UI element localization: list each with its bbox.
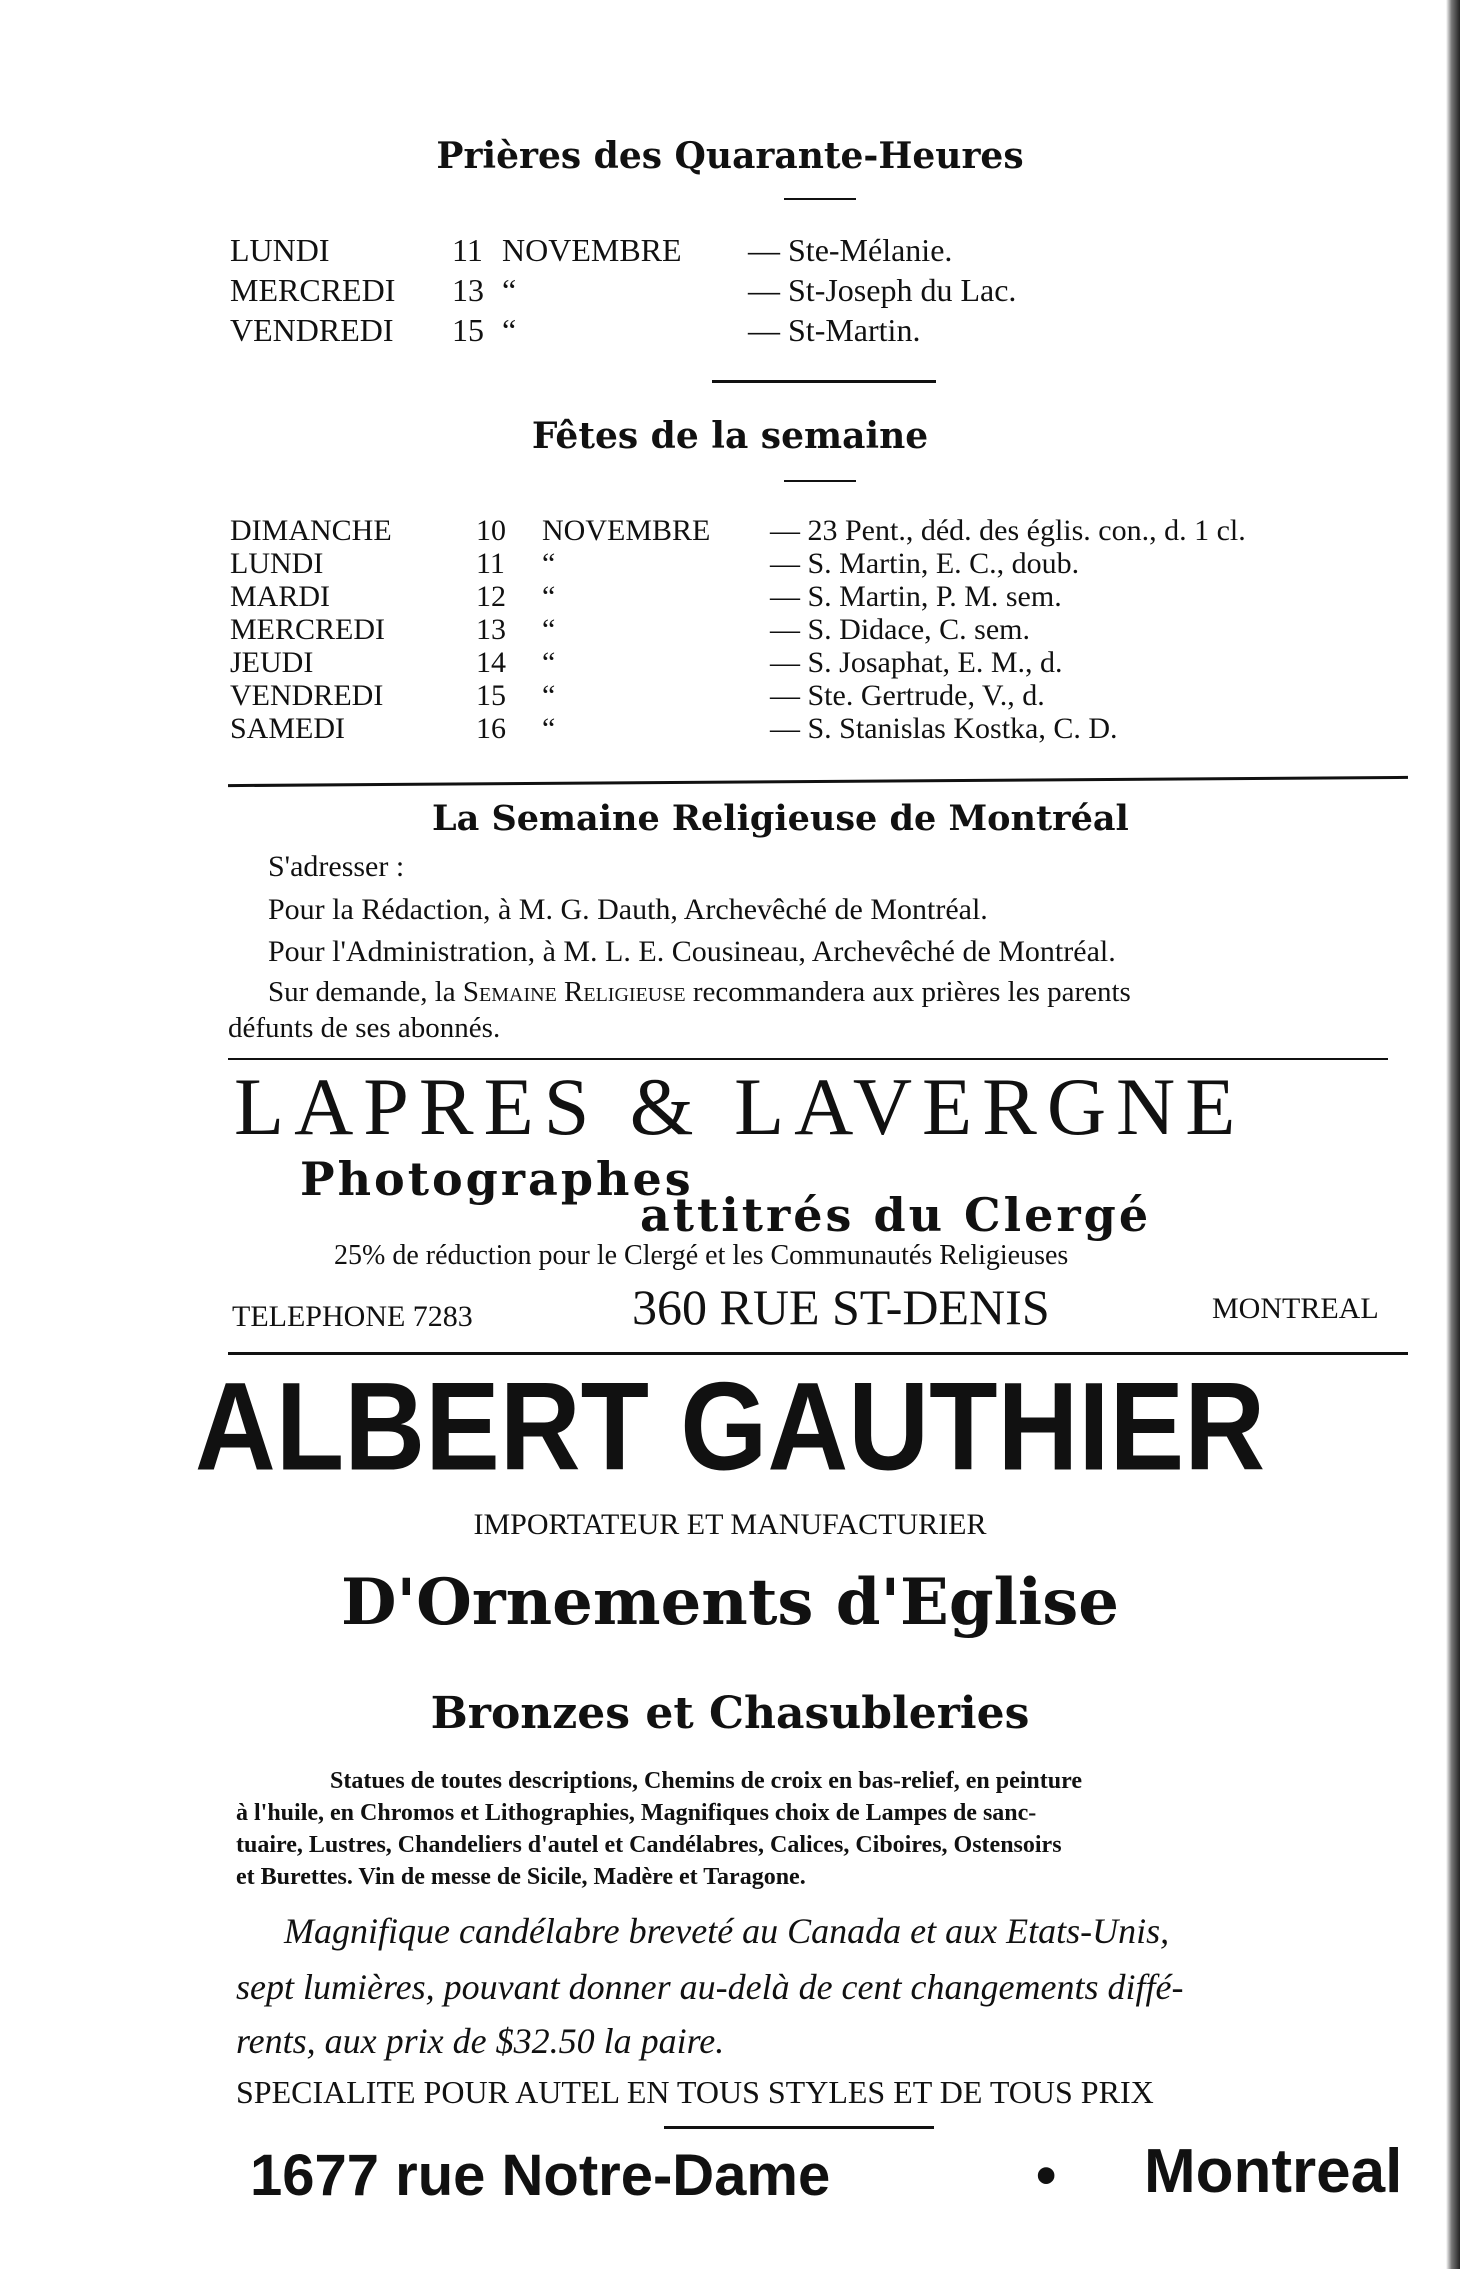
divider bbox=[784, 480, 856, 482]
quarante_heures-month-cell: NOVEMBRE bbox=[502, 232, 682, 268]
fetes-feast-cell: — S. Martin, P. M. sem. bbox=[770, 580, 1062, 613]
fetes-num-cell: 10 bbox=[476, 514, 506, 547]
fetes-num-cell: 13 bbox=[476, 613, 506, 646]
lapres-discount: 25% de réduction pour le Clergé et les Communautés Religieuses bbox=[334, 1240, 1069, 1271]
divider bbox=[228, 776, 1408, 787]
fetes-month-cell: “ bbox=[542, 646, 556, 679]
lapres-address: 360 RUE ST-DENIS bbox=[632, 1279, 1050, 1335]
scan-edge bbox=[1446, 0, 1460, 2269]
fetes-day-cell: MERCREDI bbox=[230, 613, 386, 646]
gauthier-bullet: • bbox=[1036, 2143, 1057, 2208]
fetes-feast-cell: — S. Didace, C. sem. bbox=[770, 613, 1030, 646]
gauthier-desc: à l'huile, en Chromos et Lithographies, Magnifiques choix de Lampes de sanc- bbox=[236, 1800, 1037, 1826]
quarante_heures-num-cell: 13 bbox=[452, 272, 484, 308]
gauthier-role: IMPORTATEUR ET MANUFACTURIER bbox=[473, 1508, 987, 1541]
lapres-name: LAPRES & LAVERGNE bbox=[234, 1061, 1246, 1152]
fetes-feast-cell: — S. Josaphat, E. M., d. bbox=[770, 646, 1063, 679]
gauthier-italic: sept lumières, pouvant donner au-delà de cent changements diffé- bbox=[236, 1967, 1184, 2007]
quarante_heures-num-cell: 15 bbox=[452, 312, 484, 348]
quarante_heures-month-cell: “ bbox=[502, 272, 517, 308]
fetes-day-cell: JEUDI bbox=[230, 646, 314, 679]
fetes-feast-cell: — 23 Pent., déd. des églis. con., d. 1 cl. bbox=[770, 514, 1246, 547]
semaine-line: Pour l'Administration, à M. L. E. Cousineau, Archevêché de Montréal. bbox=[268, 935, 1116, 968]
quarante_heures-day-cell: VENDREDI bbox=[230, 312, 394, 348]
lapres-telephone: TELEPHONE 7283 bbox=[232, 1300, 473, 1333]
fetes-month-cell: “ bbox=[542, 580, 556, 613]
divider bbox=[712, 380, 936, 383]
gauthier-desc: Statues de toutes descriptions, Chemins de croix en bas-relief, en peinture bbox=[330, 1768, 1082, 1794]
quarante_heures-day-cell: LUNDI bbox=[230, 232, 330, 268]
fetes-num-cell: 12 bbox=[476, 580, 506, 613]
fetes-day-cell: VENDREDI bbox=[230, 679, 384, 712]
fetes-title: Fêtes de la semaine bbox=[531, 415, 929, 457]
gauthier-ornements: D'Ornements d'Eglise bbox=[341, 1565, 1119, 1640]
gauthier-bronzes: Bronzes et Chasubleries bbox=[430, 1688, 1030, 1739]
lapres-clerge: attitrés du Clergé bbox=[640, 1188, 1152, 1242]
quarante_heures-place-cell: — St-Martin. bbox=[748, 312, 921, 348]
gauthier-italic: Magnifique candélabre breveté au Canada et aux Etats-Unis, bbox=[284, 1911, 1170, 1951]
fetes-day-cell: SAMEDI bbox=[230, 712, 346, 745]
quarante_heures-month-cell: “ bbox=[502, 312, 517, 348]
semaine-line: défunts de ses abonnés. bbox=[228, 1012, 501, 1044]
fetes-num-cell: 14 bbox=[476, 646, 506, 679]
semaine-line: Pour la Rédaction, à M. G. Dauth, Archevêché de Montréal. bbox=[268, 893, 988, 926]
gauthier-desc: et Burettes. Vin de messe de Sicile, Madère et Taragone. bbox=[236, 1864, 806, 1890]
fetes-feast-cell: — Ste. Gertrude, V., d. bbox=[770, 679, 1045, 712]
semaine-title: La Semaine Religieuse de Montréal bbox=[432, 798, 1129, 839]
quarante_heures-num-cell: 11 bbox=[452, 232, 483, 268]
gauthier-address: 1677 rue Notre-Dame bbox=[250, 2143, 831, 2208]
fetes-day-cell: MARDI bbox=[230, 580, 331, 613]
lapres-city: MONTREAL bbox=[1212, 1292, 1379, 1325]
fetes-num-cell: 16 bbox=[476, 712, 506, 745]
quarante_heures-place-cell: — St-Joseph du Lac. bbox=[748, 272, 1017, 308]
fetes-feast-cell: — S. Stanislas Kostka, C. D. bbox=[770, 712, 1118, 745]
fetes-day-cell: LUNDI bbox=[230, 547, 324, 580]
quarante_heures-place-cell: — Ste-Mélanie. bbox=[748, 232, 953, 268]
fetes-feast-cell: — S. Martin, E. C., doub. bbox=[770, 547, 1080, 580]
gauthier-name: ALBERT GAUTHIER bbox=[194, 1356, 1266, 1497]
fetes-day-cell: DIMANCHE bbox=[230, 514, 392, 547]
fetes-month-cell: “ bbox=[542, 547, 556, 580]
gauthier-desc: tuaire, Lustres, Chandeliers d'autel et Candélabres, Calices, Ciboires, Ostensoirs bbox=[236, 1832, 1062, 1858]
fetes-num-cell: 15 bbox=[476, 679, 506, 712]
lapres-photographes: Photographes bbox=[300, 1152, 694, 1206]
gauthier-italic: rents, aux prix de $32.50 la paire. bbox=[236, 2021, 725, 2061]
semaine-line: S'adresser : bbox=[268, 850, 405, 883]
semaine-line: Sur demande, la Semaine Religieuse recommandera aux prières les parents bbox=[268, 976, 1131, 1008]
gauthier-city: Montreal bbox=[1144, 2137, 1403, 2206]
quarante-heures-title: Prières des Quarante-Heures bbox=[436, 135, 1024, 177]
fetes-month-cell: “ bbox=[542, 712, 556, 745]
fetes-month-cell: “ bbox=[542, 613, 556, 646]
quarante_heures-day-cell: MERCREDI bbox=[230, 272, 396, 308]
gauthier-speciality: SPECIALITE POUR AUTEL EN TOUS STYLES ET DE TOUS PRIX bbox=[236, 2074, 1154, 2110]
divider bbox=[784, 198, 856, 200]
fetes-month-cell: NOVEMBRE bbox=[542, 514, 711, 547]
fetes-month-cell: “ bbox=[542, 679, 556, 712]
fetes-num-cell: 11 bbox=[476, 547, 505, 580]
divider bbox=[664, 2126, 934, 2129]
